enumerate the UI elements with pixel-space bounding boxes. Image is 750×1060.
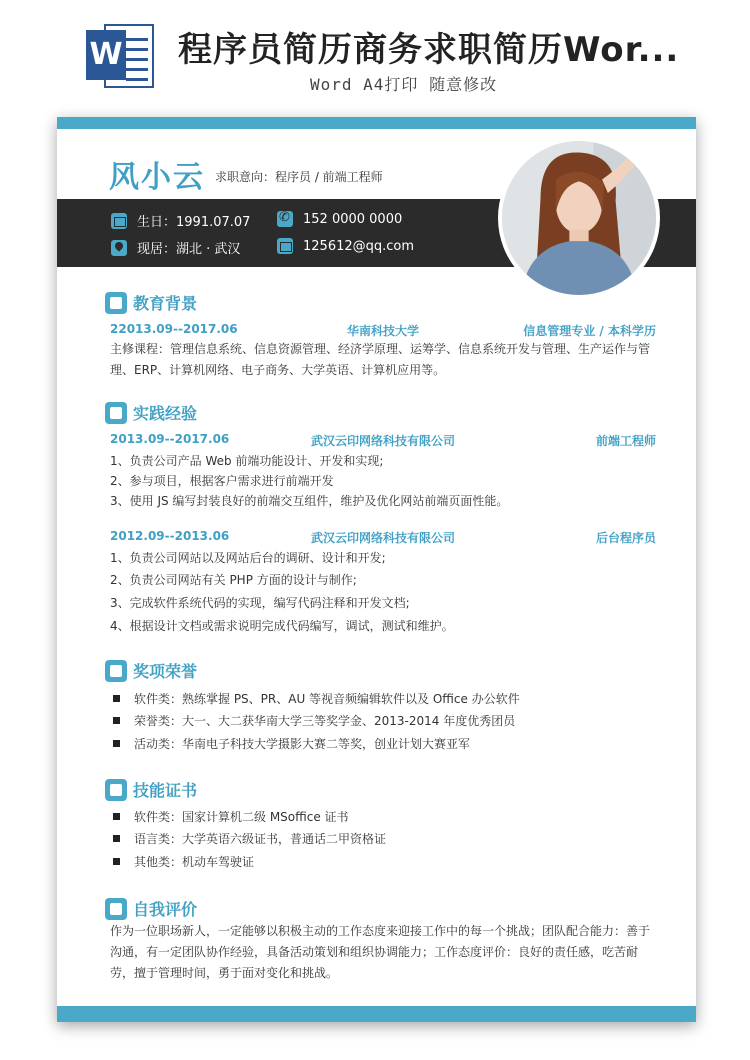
education-row: [110, 322, 656, 340]
job-role: 后台程序员: [595, 531, 656, 545]
award-text: 活动类：华南电子科技大学摄影大赛二等奖，创业计划大赛亚军: [134, 737, 471, 751]
bottom-accent-bar: [57, 1006, 696, 1022]
job-row: [110, 529, 656, 547]
section-skills-heading: [105, 778, 197, 801]
self-eval-text: 作为一位职场新人，一定能够以积极主动的工作态度来迎接工作中的每一个挑战；团队配合能力：善于沟通，有一定团队协作经验，具备活动策划和组织协调能力；工作态度评价：良好的责任感，吃苦耐劳，擅于管理时间，勇于面对变化和挑战。: [110, 924, 651, 980]
section-title: 奖项荣誉: [133, 662, 198, 681]
section-awards-heading: [105, 659, 197, 682]
birthday-text: 生日：1991.07.07: [137, 215, 251, 230]
job-intent: 求职意向：程序员 / 前端工程师: [215, 170, 383, 184]
portrait-illustration: [502, 141, 656, 295]
job-period: 2013.09--2017.06: [110, 432, 230, 446]
job-duty: 2、参与项目，根据客户需求进行前端开发: [110, 474, 334, 488]
award-item: [113, 712, 515, 729]
phone-icon: [277, 211, 293, 227]
section-title: 自我评价: [133, 900, 198, 919]
award-item: [113, 690, 520, 707]
top-banner: [0, 0, 750, 105]
bullet-square: [113, 695, 120, 702]
bullet-square: [113, 858, 120, 865]
award-text: 荣誉类：大一、大二获华南大学三等奖学金、2013-2014 年度优秀团员: [134, 714, 516, 728]
section-title: 实践经验: [133, 404, 198, 423]
chart-icon: [105, 402, 127, 424]
education-major: 信息管理专业 / 本科学历: [523, 324, 656, 338]
skill-text: 软件类：国家计算机二级 MSoffice 证书: [134, 810, 349, 824]
job-duty: 1、负责公司产品 Web 前端功能设计、开发和实现;: [110, 454, 384, 468]
award-item: [113, 735, 470, 752]
job-duty: 4、根据设计文档或需求说明完成代码编写，调试，测试和维护。: [110, 619, 454, 633]
skill-item: [113, 830, 386, 847]
section-self-eval-heading: [105, 897, 197, 920]
bullet-square: [113, 835, 120, 842]
education-courses: 主修课程：管理信息系统、信息资源管理、经济学原理、运筹学、信息系统开发与管理、生产运作与管理、ERP、计算机网络、电子商务、大学英语、计算机应用等。: [110, 342, 651, 377]
bullet-square: [113, 740, 120, 747]
job-duty: 2、负责公司网站有关 PHP 方面的设计与制作;: [110, 573, 357, 587]
banner-subtitle: Word A4打印 随意修改: [310, 75, 498, 94]
job-duty: 1、负责公司网站以及网站后台的调研、设计和开发;: [110, 551, 386, 565]
phone-item: [277, 211, 402, 227]
education-school: 华南科技大学: [346, 324, 419, 338]
bullet-square: [113, 813, 120, 820]
skill-item: [113, 808, 349, 825]
skill-text: 语言类：大学英语六级证书，普通话二甲资格证: [134, 832, 387, 846]
education-period: 22013.09--2017.06: [110, 322, 238, 336]
bullet-square: [113, 717, 120, 724]
mail-icon: [277, 238, 293, 254]
job-period: 2012.09--2013.06: [110, 529, 230, 543]
section-title: 教育背景: [133, 294, 198, 313]
location-text: 现居：湖北 · 武汉: [137, 242, 241, 257]
job-duty: 3、完成软件系统代码的实现，编写代码注释和开发文档;: [110, 596, 410, 610]
candidate-name: 风小云: [109, 160, 205, 195]
job-company: 武汉云印网络科技有限公司: [310, 531, 455, 545]
email-text: 125612@qq.com: [303, 238, 415, 254]
skill-text: 其他类：机动车驾驶证: [134, 855, 255, 869]
resume-page: [57, 117, 696, 1022]
job-role: 前端工程师: [595, 434, 656, 448]
person-icon: [105, 898, 127, 920]
hand-icon: [105, 779, 127, 801]
skill-item: [113, 853, 254, 870]
email-item: [277, 238, 414, 254]
medal-icon: [105, 660, 127, 682]
award-text: 软件类：熟练掌握 PS、PR、AU 等视音频编辑软件以及 Office 办公软件: [134, 692, 520, 706]
job-company: 武汉云印网络科技有限公司: [310, 434, 455, 448]
top-accent-bar: [57, 117, 696, 129]
graduation-cap-icon: [105, 292, 127, 314]
section-experience-heading: [105, 401, 197, 424]
calendar-icon: [111, 213, 127, 229]
profile-photo: [498, 137, 660, 299]
location-item: [111, 238, 240, 257]
job-row: [110, 432, 656, 450]
banner-title: 程序员简历商务求职简历Wor...: [178, 30, 680, 70]
birthday-item: [111, 211, 250, 230]
section-title: 技能证书: [133, 781, 198, 800]
location-pin-icon: [111, 240, 127, 256]
word-badge: W: [86, 30, 126, 80]
word-document-icon: [86, 20, 156, 92]
section-education-heading: [105, 291, 197, 314]
job-duty: 3、使用 JS 编写封装良好的前端交互组件，维护及优化网站前端页面性能。: [110, 494, 509, 508]
phone-text: 152 0000 0000: [303, 211, 403, 227]
